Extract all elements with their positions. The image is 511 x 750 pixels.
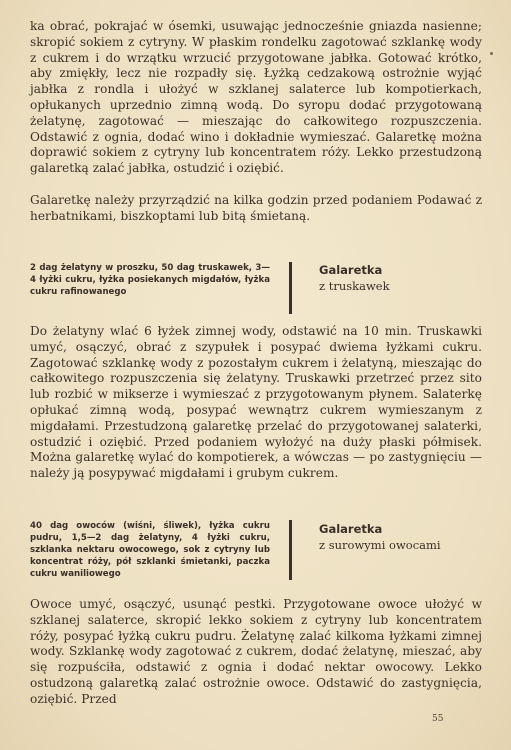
paragraph-raw-fruit-method: Owoce umyć, osączyć, usunąć pestki. Przygotowane owoce ułożyć w szklanej salaterce, skropić lekko sokiem z cytryny lub koncentratem róży, posypać łyżką cukru pudru. Żelatynę zalać kilkoma łyżkami zimnej wody. Szklankę wody zagotować z cukrem, dodać żelatynę, mieszać, aby się rozpuściła, odstawić z ognia i dodać nektar owocowy. Lekko ostudzoną galaretką zalać ostrożnie owoce. Odstawić do zastygnięcia, oziębić. Przed [30,597,482,706]
ingredients-raw-fruit-jelly: 40 dag owoców (wiśni, śliwek), łyżka cukru pudru, 1,5—2 dag żelatyny, 4 łyżki cukru, szklanka nektaru owocowego, sok z cytryny lub koncentrat róży, pół szklanki śmietanki, paczka cukru waniliowego [30,521,270,579]
recipe-title-strawberry [319,262,390,294]
paragraph-serving-note: Galaretkę należy przyrządzić na kilka godzin przed podaniem Podawać z herbatnikami, biszkoptami lub bitą śmietaną. [30,193,482,223]
recipe-subtitle-line: z truskawek [319,279,390,293]
ingredients-strawberry-jelly: 2 dag żelatyny w proszku, 50 dag truskawek, 3—4 łyżki cukru, łyżka posiekanych migdałów, łyżka cukru rafinowanego [30,263,270,297]
paragraph-strawberry-method: Do żelatyny wlać 6 łyżek zimnej wody, odstawić na 10 min. Truskawki umyć, osączyć, obrać z szypułek i posypać dwiema łyżkami cukru. Zagotować szklankę wody z pozostałym cukrem i żelatyną, mieszając do całkowitego rozpuszczenia się żelatyny. Truskawki przetrzeć przez sito lub rozbić w mikserze i wymieszać z przygotowanym płynem. Salaterkę opłukać zimną wodą, posypać wewnątrz cukrem wymieszanym z migdałami. Przestudzoną galaretkę przelać do przygotowanej salaterki, ostudzić i oziębić. Przed podaniem wyłożyć na duży płaski półmisek. Można galaretkę wylać do kompotierek, a wówczas — po zastygnięciu — należy ją posypywać migdałami i grubym cukrem. [30,324,482,481]
recipe-subtitle-line: z surowymi owocami [319,538,441,552]
page-number: 55 [432,714,444,724]
header-divider [289,262,292,314]
recipe-title-line: Galaretka [319,522,383,536]
paragraph-apple-jelly-method: ka obrać, pokrajać w ósemki, usuwając jednocześnie gniazda nasienne; skropić sokiem z cytryny. W płaskim rondelku zagotować szklankę wody z cukrem i do wrzątku wrzucić przygotowane jabłka. Gotować krótko, aby zmiękły, lecz nie rozpadły się. Łyżką cedzakową ostrożnie wyjąć jabłka z rondla i ułożyć w szklanej salaterce lub kompotierkach, opłukanych uprzednio zimną wodą. Do syropu dodać przygotowaną żelatynę, zagotować — mieszając do całkowitego rozpuszczenia. Odstawić z ognia, dodać wino i dokładnie wymieszać. Galaretkę można doprawić sokiem z cytryny lub koncentratem róży. Lekko przestudzoną galaretką zalać jabłka, ostudzić i oziębić. [30,19,482,176]
recipe-title-raw-fruit [319,521,441,553]
print-speck [490,52,493,55]
recipe-title-line: Galaretka [319,263,383,277]
header-divider [289,520,292,580]
